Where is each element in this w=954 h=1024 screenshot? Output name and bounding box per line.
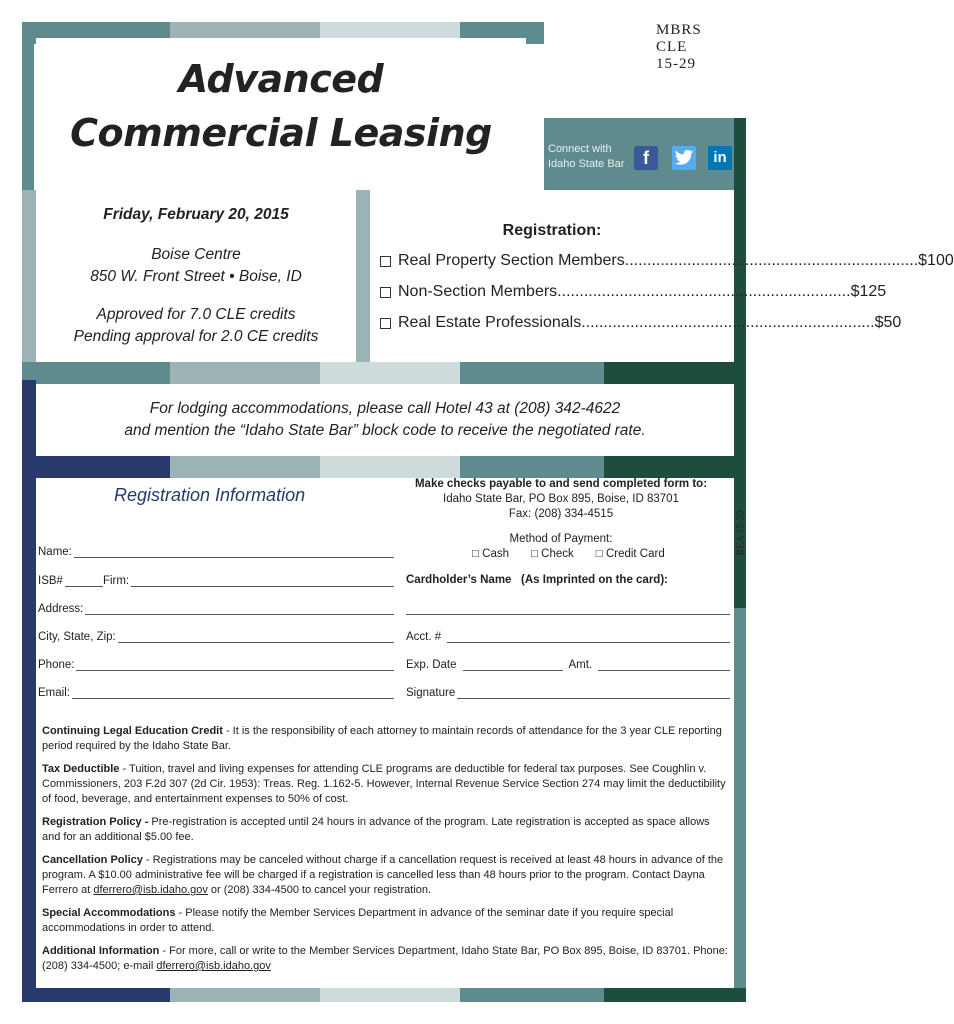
field-label: ISB#	[38, 575, 63, 587]
leader-dots: ..................................................................	[581, 314, 875, 331]
input-line[interactable]	[457, 686, 730, 699]
note-title: Special Accommodations	[42, 907, 176, 919]
input-line[interactable]	[463, 658, 563, 671]
note-title: Additional Information	[42, 945, 160, 957]
isb-firm-field[interactable]	[38, 574, 394, 587]
payment-label: Cash	[482, 548, 510, 560]
event-address: 850 W. Front Street • Boise, ID	[90, 268, 302, 285]
side-code: REA 15-29	[735, 510, 747, 556]
lodging-line: and mention the “Idaho State Bar” block code to receive the negotiated rate.	[124, 422, 646, 439]
field-label: Name:	[38, 546, 72, 558]
lodging-line: For lodging accommodations, please call Hotel 43 at (208) 342-4622	[149, 400, 621, 417]
field-label: Firm:	[102, 575, 130, 587]
registration-option[interactable]	[380, 314, 902, 332]
payment-label: Check	[541, 548, 574, 560]
payment-options	[472, 548, 665, 560]
program-code	[656, 22, 702, 73]
field-label: Exp. Date	[406, 659, 457, 671]
registration-price: $125	[850, 283, 887, 300]
registration-label: Non-Section Members	[398, 283, 558, 300]
bottom-band	[460, 988, 604, 1002]
payment-option-check[interactable]: □ Check	[531, 548, 574, 560]
phone-field[interactable]	[38, 658, 394, 671]
registration-option[interactable]	[380, 283, 887, 301]
payment-option-cash[interactable]: □ Cash	[472, 548, 510, 560]
name-field[interactable]	[38, 545, 394, 558]
payment-option-credit[interactable]: □ Credit Card	[595, 548, 665, 560]
leader-dots: ..................................................................	[557, 283, 851, 300]
cardholder-field[interactable]	[406, 602, 730, 615]
bottom-band	[604, 988, 746, 1002]
email-link[interactable]: dferrero@isb.idaho.gov	[93, 884, 208, 896]
mid-band	[320, 456, 460, 478]
payment-title: Method of Payment:	[509, 533, 613, 545]
note-tax	[42, 762, 730, 807]
mid-band	[604, 362, 746, 384]
registration-title: Registration:	[502, 222, 602, 239]
event-venue: Boise Centre	[151, 246, 241, 263]
checkbox[interactable]	[380, 287, 391, 298]
registration-panel	[370, 190, 954, 362]
mid-band	[460, 456, 604, 478]
field-label: Address:	[38, 603, 84, 615]
checks-address: Idaho State Bar, PO Box 895, Boise, ID 83701	[443, 493, 679, 505]
field-label: Acct. #	[406, 631, 442, 643]
note-text: - For more, call or write to the Member Services Department, Idaho State Bar, PO Box 895, Boise, ID 83701. Phone: (208) 334-4500; e-mail	[42, 945, 728, 972]
note-title: Tax Deductible	[42, 763, 120, 775]
input-line[interactable]	[118, 630, 394, 643]
right-teal-strip	[734, 608, 746, 1000]
signature-field[interactable]	[406, 686, 730, 699]
bottom-band	[170, 988, 320, 1002]
twitter-icon[interactable]	[672, 146, 696, 170]
email-link[interactable]: dferrero@isb.idaho.gov	[156, 960, 271, 972]
form-heading: Registration Information	[114, 485, 306, 505]
note-text: Pre-registration is accepted until 24 hours in advance of the program. Late registration is accepted as space allows and for an additional $5.00 fee.	[42, 816, 710, 843]
mid-band	[22, 456, 170, 478]
event-credits: Approved for 7.0 CLE credits	[96, 306, 296, 323]
facebook-icon[interactable]: f	[634, 146, 658, 170]
connect-line: Connect with	[548, 143, 612, 155]
leader-dots: ..................................................................	[624, 252, 919, 269]
exp-date-amount-field[interactable]	[406, 658, 730, 671]
input-line[interactable]	[65, 574, 103, 587]
event-info-panel	[36, 190, 356, 362]
field-label: Signature	[406, 687, 456, 699]
input-line[interactable]	[74, 545, 394, 558]
checkbox[interactable]	[380, 318, 391, 329]
note-title: Cancellation Policy	[42, 854, 143, 866]
program-code-line: CLE	[656, 39, 688, 55]
event-credits: Pending approval for 2.0 CE credits	[73, 328, 319, 345]
checks-title: Make checks payable to and send completed form to:	[414, 478, 708, 490]
mid-band	[320, 362, 460, 384]
note-title: Registration Policy -	[42, 816, 149, 828]
field-label: Email:	[38, 687, 70, 699]
mid-band	[460, 362, 604, 384]
registration-label: Real Estate Professionals	[398, 314, 582, 331]
account-number-field[interactable]	[406, 630, 730, 643]
linkedin-icon[interactable]: in	[708, 146, 732, 170]
mid-band	[170, 362, 320, 384]
input-line[interactable]	[131, 574, 394, 587]
note-text: - Tuition, travel and living expenses for attending CLE programs are deductible for federal tax purposes. See Coughlin v. Commissioners, 203 F.2d 307 (2d Cir. 1953): Treas. Reg. 1.162-5. However, Internal Revenue Service Section 274 may limit the deductibility of food, beverage, and entertainment expenses to 50% of cost.	[42, 763, 726, 805]
connect-line: Idaho State Bar	[548, 158, 625, 170]
lodging-panel	[36, 384, 734, 456]
page-title-line2: Commercial Leasing	[70, 111, 492, 155]
bottom-band	[22, 988, 170, 1002]
note-cle	[42, 724, 730, 754]
notes-panel	[36, 718, 734, 986]
input-line[interactable]	[85, 602, 394, 615]
program-code-line: MBRS	[656, 22, 702, 38]
input-line[interactable]	[598, 658, 730, 671]
program-code-line: 15-29	[656, 56, 696, 72]
note-text: - It is the responsibility of each attorney to maintain records of attendance for the 3 year CLE reporting period required by the Idaho State Bar.	[42, 725, 722, 752]
checkbox[interactable]	[380, 256, 391, 267]
city-state-zip-field[interactable]	[38, 630, 394, 643]
bottom-band	[320, 988, 460, 1002]
input-line[interactable]	[72, 686, 394, 699]
input-line[interactable]	[76, 658, 394, 671]
email-field[interactable]	[38, 686, 394, 699]
page-title-line1: Advanced	[178, 57, 384, 101]
address-field[interactable]	[38, 602, 394, 615]
note-text: - Please notify the Member Services Department in advance of the seminar date if you require special accommodations in order to attend.	[42, 907, 674, 934]
input-line[interactable]	[447, 630, 730, 643]
registration-label: Real Property Section Members	[398, 252, 625, 269]
note-title: Continuing Legal Education Credit	[42, 725, 223, 737]
event-date: Friday, February 20, 2015	[103, 206, 289, 223]
registration-option[interactable]	[380, 252, 954, 270]
mid-band	[22, 362, 170, 384]
payment-label: Credit Card	[605, 548, 665, 560]
input-line[interactable]	[406, 602, 730, 615]
field-label: Phone:	[38, 659, 75, 671]
cardholder-label: Cardholder’s Name (As Imprinted on the card):	[406, 574, 668, 586]
note-special-accommodations	[42, 906, 730, 936]
mid-band	[604, 456, 746, 478]
registration-price: $100	[918, 252, 954, 269]
note-text: or (208) 334-4500 to cancel your registration.	[207, 884, 432, 896]
note-registration-policy	[42, 815, 730, 845]
note-cancellation	[42, 853, 730, 898]
title-panel	[36, 38, 526, 170]
checks-fax: Fax: (208) 334-4515	[508, 508, 614, 520]
field-label: City, State, Zip:	[38, 631, 116, 643]
registration-price: $50	[874, 314, 902, 331]
registration-form	[36, 478, 747, 704]
mid-band	[170, 456, 320, 478]
note-additional-info	[42, 944, 730, 974]
field-label: Amt.	[568, 659, 593, 671]
connect-text	[548, 142, 624, 172]
note-text: - Registrations may be canceled without charge if a cancellation request is received at least 48 hours in advance of the program. A $10.00 administrative fee will be charged if a registration is cancelled less than 48 hours prior to the program. Contact Dayna Ferrero at	[42, 854, 724, 896]
